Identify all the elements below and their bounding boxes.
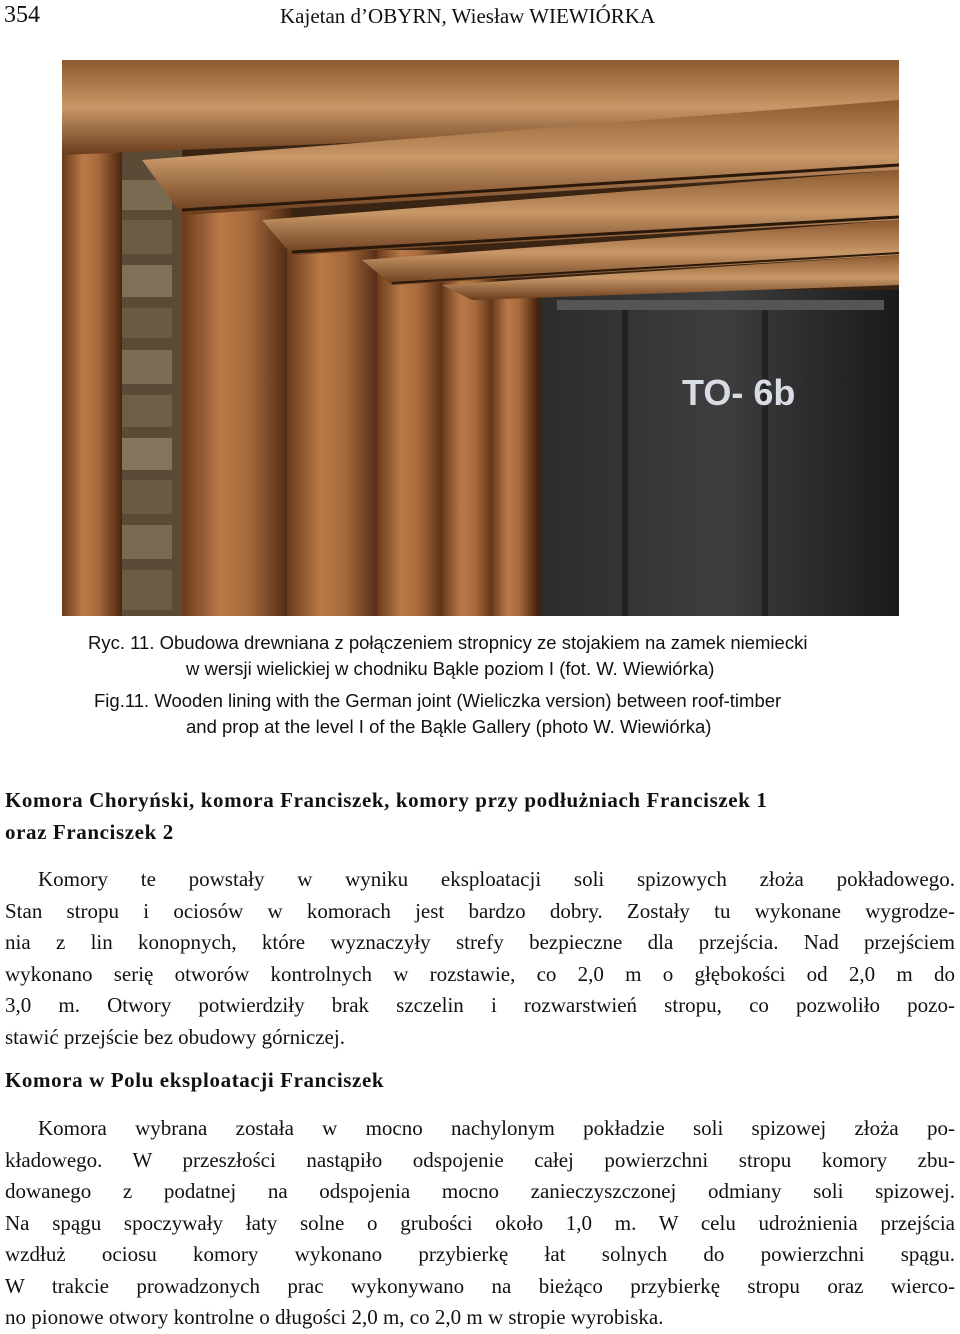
section-1-body <box>5 864 955 1053</box>
page-number: 354 <box>4 2 40 28</box>
running-head: Kajetan d’OBYRN, Wiesław WIEWIÓRKA <box>280 4 656 28</box>
body-line: stawić przejście bez obudowy górniczej. <box>5 1024 345 1049</box>
figure-photo <box>62 60 899 616</box>
caption-en-line-1: Fig.11. Wooden lining with the German joint (Wieliczka version) between roof-timber <box>94 690 782 711</box>
body-line: dowanego z podatnej na odspojenia mocno zanieczyszczonej odmiany soli spizowej. <box>5 1179 955 1203</box>
body-line: wykonano serię otworów kontrolnych w rozstawie, co 2,0 m o głębokości od 2,0 m do <box>5 961 955 986</box>
mine-door <box>542 290 899 616</box>
body-line: nia z lin konopnych, które wyznaczyły strefy bezpieczne dla przejścia. Nad przejściem <box>5 930 955 954</box>
section-heading-2: Komora w Polu eksploatacji Franciszek <box>5 1068 385 1092</box>
caption-pl-line-1: Ryc. 11. Obudowa drewniana z połączeniem stropnicy ze stojakiem na zamek niemiecki <box>88 632 808 653</box>
body-line: W trakcie prowadzonych prac wykonywano na bieżąco przybierkę stropu oraz wierco- <box>5 1273 955 1298</box>
section-heading-1b: oraz Franciszek 2 <box>5 820 174 844</box>
body-line: Komora wybrana została w mocno nachylonym pokładzie soli spizowej złoża po- <box>38 1116 955 1140</box>
section-2-body <box>5 1113 955 1334</box>
door-sign: TO- 6b <box>682 372 796 413</box>
body-line: no pionowe otwory kontrolne o długości 2,0 m, co 2,0 m w stropie wyrobiska. <box>5 1305 664 1329</box>
body-line: kładowego. W przeszłości nastąpiło odspojenie całej powierzchni stropu komory zbu- <box>5 1147 955 1172</box>
body-line: wzdłuż ociosu komory wykonano przybierkę łat solnych do powierzchni spągu. <box>5 1242 955 1266</box>
body-line: Komory te powstały w wyniku eksploatacji soli spizowych złoża pokładowego. <box>38 867 955 891</box>
section-heading-1a: Komora Choryński, komora Franciszek, komory przy podłużniach Franciszek 1 <box>5 788 768 812</box>
body-line: Stan stropu i ociosów w komorach jest bardzo dobry. Zostały tu wykonane wygrodze- <box>5 898 955 923</box>
body-line: 3,0 m. Otwory potwierdziły brak szczelin i rozwarstwień stropu, co pozwoliło pozo- <box>5 993 955 1017</box>
caption-pl-line-2: w wersji wielickiej w chodniku Bąkle poziom I (fot. W. Wiewiórka) <box>186 658 715 679</box>
body-line: Na spągu spoczywały łaty solne o grubości około 1,0 m. W celu udrożnienia przejścia <box>5 1210 955 1235</box>
caption-en-line-2: and prop at the level I of the Bąkle Gallery (photo W. Wiewiórka) <box>186 716 712 737</box>
